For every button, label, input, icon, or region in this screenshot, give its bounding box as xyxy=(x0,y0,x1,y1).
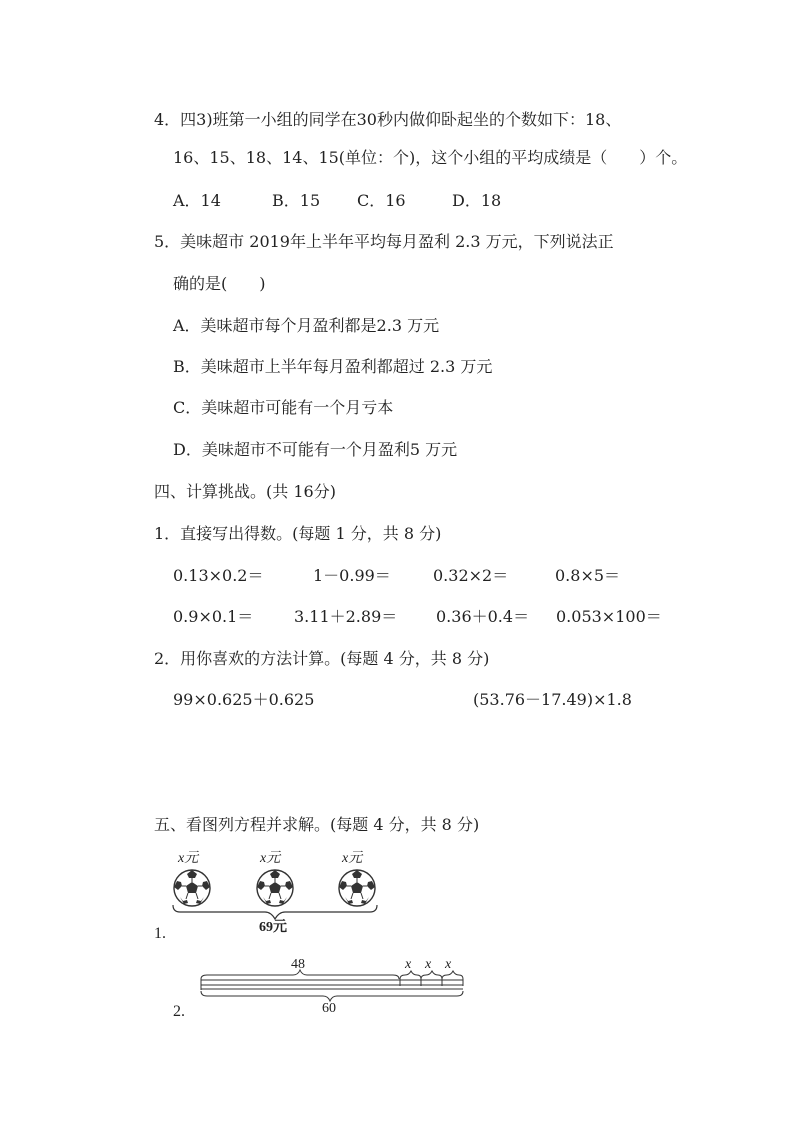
q4-option-a: A．14 xyxy=(173,191,221,210)
section5-title: 五、看图列方程并求解。(每题 4 分，共 8 分) xyxy=(154,815,480,834)
segment-top-label: 48 xyxy=(291,957,305,972)
x-label: x xyxy=(425,957,432,972)
calc-item: 0.13×0.2＝ xyxy=(173,566,264,585)
q5-option-c: C．美味超市可能有一个月亏本 xyxy=(173,398,394,417)
soccer-ball-icon xyxy=(339,870,375,906)
soccer-balls-figure xyxy=(165,865,390,925)
soccer-ball-icon xyxy=(257,870,293,906)
calc-item: 0.9×0.1＝ xyxy=(173,607,254,626)
calc-item: 0.8×5＝ xyxy=(555,566,621,585)
calc-expression: 99×0.625＋0.625 xyxy=(173,690,315,709)
calc-item: 0.36＋0.4＝ xyxy=(436,607,530,626)
segment-total-label: 60 xyxy=(322,1001,336,1016)
q5-line2: 确的是( ) xyxy=(173,274,266,293)
ball-price-label: x元 xyxy=(178,851,199,866)
segment-diagram xyxy=(195,966,465,1004)
calc-item: 3.11＋2.89＝ xyxy=(294,607,398,626)
q5-option-d: D．美味超市不可能有一个月盈利5 万元 xyxy=(173,440,458,459)
figure-number: 2. xyxy=(173,1003,185,1020)
q5-line1: 5．美味超市 2019年上半年平均每月盈利 2.3 万元，下列说法正 xyxy=(154,232,614,251)
q5-option-b: B．美味超市上半年每月盈利都超过 2.3 万元 xyxy=(173,357,493,376)
calc-expression: (53.76－17.49)×1.8 xyxy=(473,690,632,709)
q4-option-b: B．15 xyxy=(272,191,321,210)
x-label: x xyxy=(445,957,452,972)
total-price-label: 69元 xyxy=(259,920,287,935)
section4-sub1: 1．直接写出得数。(每题 1 分，共 8 分) xyxy=(154,524,442,543)
ball-price-label: x元 xyxy=(342,851,363,866)
calc-item: 0.053×100＝ xyxy=(556,607,662,626)
section4-sub2: 2．用你喜欢的方法计算。(每题 4 分，共 8 分) xyxy=(154,649,490,668)
figure-number: 1. xyxy=(154,925,166,942)
calc-item: 0.32×2＝ xyxy=(433,566,509,585)
q4-line1: 4．四3)班第一小组的同学在30秒内做仰卧起坐的个数如下：18、 xyxy=(154,110,622,129)
q5-option-a: A．美味超市每个月盈利都是2.3 万元 xyxy=(173,316,440,335)
ball-price-label: x元 xyxy=(260,851,281,866)
section4-title: 四、计算挑战。(共 16分) xyxy=(154,482,336,501)
q4-option-d: D．18 xyxy=(452,191,502,210)
x-label: x xyxy=(405,957,412,972)
q4-option-c: C．16 xyxy=(357,191,406,210)
soccer-ball-icon xyxy=(174,870,210,906)
calc-item: 1－0.99＝ xyxy=(313,566,391,585)
q4-line2: 16、15、18、14、15(单位：个)，这个小组的平均成绩是（ ）个。 xyxy=(173,148,688,167)
total-brace xyxy=(173,905,377,919)
